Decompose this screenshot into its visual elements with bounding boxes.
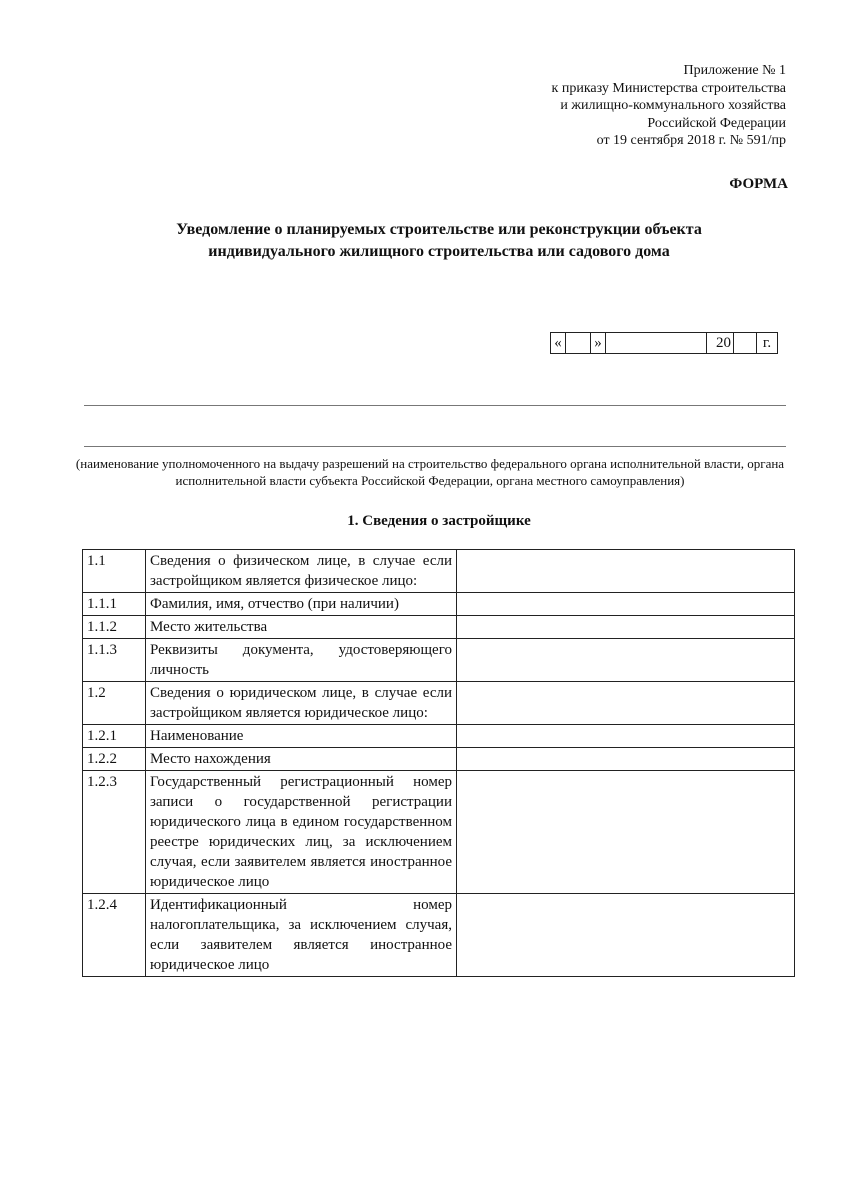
row-number: 1.1 <box>83 550 146 593</box>
date-year-prefix: 20 <box>707 333 734 354</box>
row-number: 1.2.2 <box>83 748 146 771</box>
date-close-quote: » <box>591 333 606 354</box>
authority-caption: (наименование уполномоченного на выдачу разрешений на строительство федерального органа исполнительной власти, органа исполнительной власти субъекта Российской Федерации, органа местного самоуправления) <box>75 456 785 488</box>
date-open-quote: « <box>551 333 566 354</box>
table-row <box>83 771 795 894</box>
appendix-line: к приказу Министерства строительства <box>551 80 786 96</box>
title-line-2: индивидуального жилищного строительства или садового дома <box>208 243 670 260</box>
date-year-input[interactable] <box>734 333 757 354</box>
date-field <box>550 332 778 354</box>
row-description: Наименование <box>146 725 457 748</box>
table-row <box>83 894 795 977</box>
appendix-line: Приложение № 1 <box>683 63 786 78</box>
appendix-reference <box>486 62 786 150</box>
row-description: Идентификационный номер налогоплательщика, за исключением случая, если заявителем является иностранное юридическое лицо <box>146 894 457 977</box>
date-year-abbr: г. <box>757 333 778 354</box>
table-row <box>83 593 795 616</box>
authority-name-line[interactable] <box>84 405 786 406</box>
table-row <box>83 550 795 593</box>
row-value-field[interactable] <box>457 616 795 639</box>
row-description: Государственный регистрационный номер записи о государственной регистрации юридического лица в едином государственном реестре юридических лиц, за исключением случая, если заявителем является иностранное юридическое лицо <box>146 771 457 894</box>
table-row <box>83 748 795 771</box>
row-value-field[interactable] <box>457 771 795 894</box>
row-description: Сведения о юридическом лице, в случае если застройщиком является юридическое лицо: <box>146 682 457 725</box>
row-description: Реквизиты документа, удостоверяющего личность <box>146 639 457 682</box>
row-description: Сведения о физическом лице, в случае если застройщиком является физическое лицо: <box>146 550 457 593</box>
table-row <box>83 616 795 639</box>
row-value-field[interactable] <box>457 639 795 682</box>
row-value-field[interactable] <box>457 682 795 725</box>
row-number: 1.1.1 <box>83 593 146 616</box>
forma-label: ФОРМА <box>729 176 788 192</box>
row-value-field[interactable] <box>457 550 795 593</box>
row-number: 1.2.1 <box>83 725 146 748</box>
row-description: Место нахождения <box>146 748 457 771</box>
date-day-input[interactable] <box>566 333 591 354</box>
developer-info-table <box>82 549 795 977</box>
title-line-1: Уведомление о планируемых строительстве или реконструкции объекта <box>176 221 702 238</box>
row-number: 1.2.4 <box>83 894 146 977</box>
row-value-field[interactable] <box>457 894 795 977</box>
table-row <box>83 725 795 748</box>
table-row <box>83 639 795 682</box>
appendix-line: и жилищно-коммунального хозяйства <box>560 98 786 113</box>
document-title <box>84 219 794 263</box>
row-value-field[interactable] <box>457 748 795 771</box>
row-number: 1.1.3 <box>83 639 146 682</box>
appendix-line: от 19 сентября 2018 г. № 591/пр <box>596 133 786 148</box>
row-description: Фамилия, имя, отчество (при наличии) <box>146 593 457 616</box>
section-title: 1. Сведения о застройщике <box>347 513 531 529</box>
date-month-input[interactable] <box>606 333 707 354</box>
row-value-field[interactable] <box>457 725 795 748</box>
row-value-field[interactable] <box>457 593 795 616</box>
appendix-line: Российской Федерации <box>647 115 786 131</box>
authority-name-line[interactable] <box>84 446 786 447</box>
row-number: 1.1.2 <box>83 616 146 639</box>
table-row <box>83 682 795 725</box>
row-number: 1.2.3 <box>83 771 146 894</box>
row-number: 1.2 <box>83 682 146 725</box>
row-description: Место жительства <box>146 616 457 639</box>
